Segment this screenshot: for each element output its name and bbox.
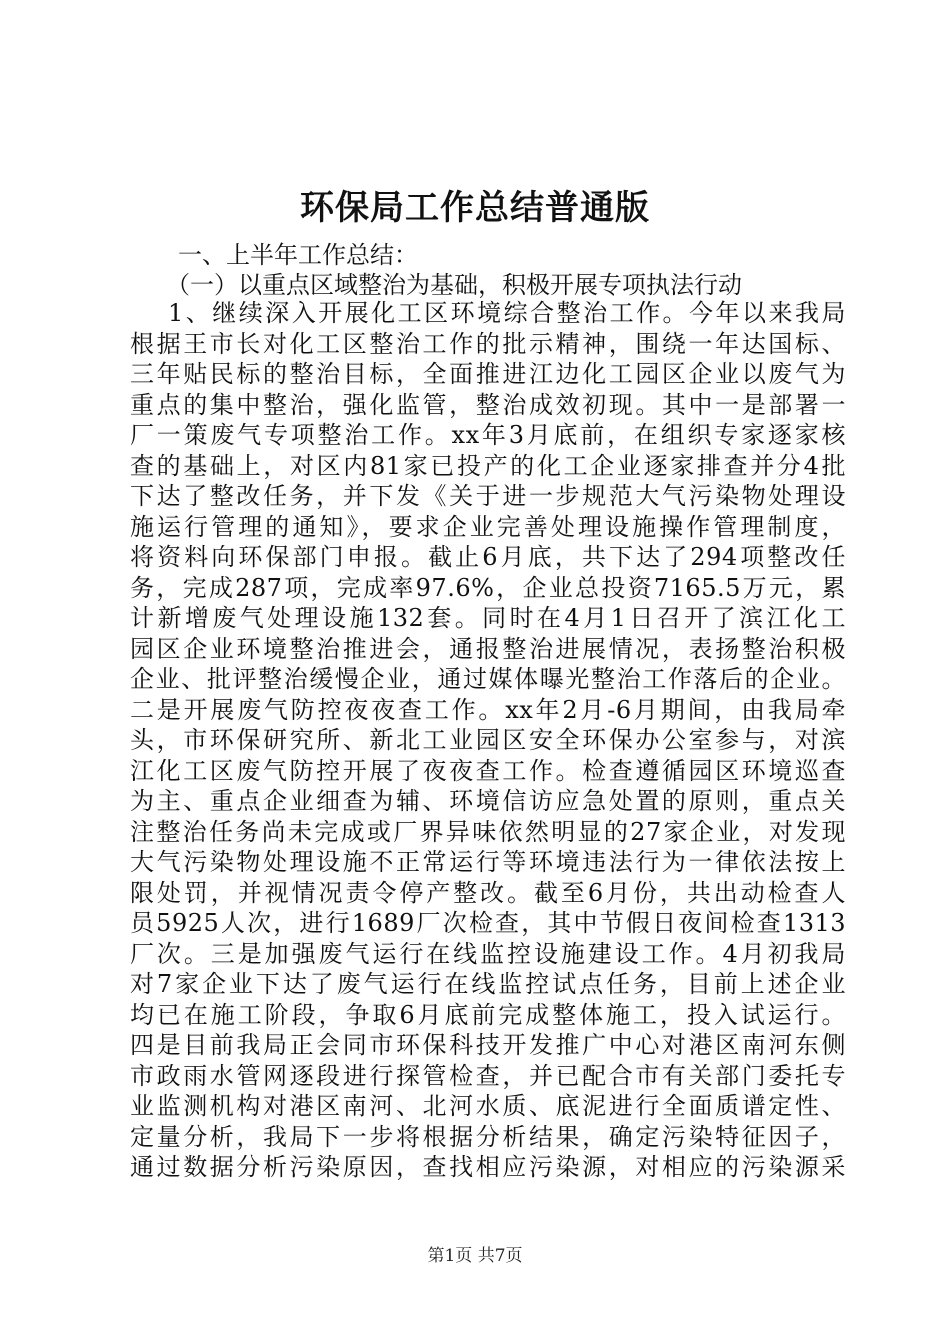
paragraph-line: 头，市环保研究所、新北工业园区安全环保办公室参与，对滨	[130, 726, 846, 754]
paragraph-line: 注整治任务尚未完成或厂界异味依然明显的27家企业，对发现	[130, 817, 846, 846]
paragraph-line: 定量分析，我局下一步将根据分析结果，确定污染特征因子，	[130, 1122, 846, 1151]
paragraph-line: 厂次。三是加强废气运行在线监控设施建设工作。4月初我局	[130, 939, 846, 968]
paragraph-line: 市政雨水管网逐段进行探管检查，并已配合市有关部门委托专	[130, 1061, 846, 1090]
paragraph-line: 重点的集中整治，强化监管，整治成效初现。其中一是部署一	[130, 390, 846, 419]
paragraph-line: 施运行管理的通知》，要求企业完善处理设施操作管理制度，	[130, 512, 846, 541]
paragraph-line: 三年贴民标的整治目标，全面推进江边化工园区企业以废气为	[130, 360, 846, 388]
paragraph-line: 业监测机构对港区南河、北河水质、底泥进行全面质谱定性、	[130, 1092, 846, 1120]
paragraph-line: 园区企业环境整治推进会，通报整治进展情况，表扬整治积极	[130, 634, 846, 663]
subsection-heading: （一）以重点区域整治为基础，积极开展专项执法行动	[166, 271, 742, 299]
paragraph-line: 江化工区废气防控开展了夜夜查工作。检查遵循园区环境巡查	[130, 756, 846, 785]
body-paragraph	[130, 298, 846, 1183]
paragraph-line: 将资料向环保部门申报。截止6月底，共下达了294项整改任	[130, 543, 846, 571]
paragraph-line: 根据王市长对化工区整治工作的批示精神，围绕一年达国标、	[130, 329, 846, 358]
paragraph-line: 员5925人次，进行1689厂次检查，其中节假日夜间检查1313	[130, 909, 846, 937]
paragraph-line: 下达了整改任务，并下发《关于进一步规范大气污染物处理设	[130, 482, 846, 510]
paragraph-line: 查的基础上，对区内81家已投产的化工企业逐家排查并分4批	[130, 451, 846, 480]
paragraph-line: 大气污染物处理设施不正常运行等环境违法行为一律依法按上	[130, 848, 846, 876]
page-footer: 第1页 共7页	[427, 1246, 523, 1266]
paragraph-line: 通过数据分析污染原因，查找相应污染源，对相应的污染源采	[130, 1153, 846, 1181]
paragraph-line: 四是目前我局正会同市环保科技开发推广中心对港区南河东侧	[130, 1031, 846, 1059]
paragraph-line: 企业、批评整治缓慢企业，通过媒体曝光整治工作落后的企业。	[130, 665, 846, 693]
paragraph-line: 1、继续深入开展化工区环境综合整治工作。今年以来我局	[168, 299, 846, 327]
section-heading: 一、上半年工作总结：	[178, 241, 418, 269]
paragraph-line: 二是开展废气防控夜夜查工作。xx年2月-6月期间，由我局牵	[130, 695, 846, 724]
document-title: 环保局工作总结普通版	[300, 188, 650, 228]
paragraph-line: 务，完成287项，完成率97.6%，企业总投资7165.5万元，累	[130, 573, 846, 602]
paragraph-line: 均已在施工阶段，争取6月底前完成整体施工，投入试运行。	[130, 1000, 846, 1029]
paragraph-line: 对7家企业下达了废气运行在线监控试点任务，目前上述企业	[130, 970, 846, 998]
paragraph-line: 计新增废气处理设施132套。同时在4月1日召开了滨江化工	[130, 604, 846, 632]
paragraph-line: 为主、重点企业细查为辅、环境信访应急处置的原则，重点关	[130, 787, 846, 815]
paragraph-line: 限处罚，并视情况责令停产整改。截至6月份，共出动检查人	[130, 878, 846, 907]
paragraph-line: 厂一策废气专项整治工作。xx年3月底前，在组织专家逐家核	[130, 421, 846, 449]
